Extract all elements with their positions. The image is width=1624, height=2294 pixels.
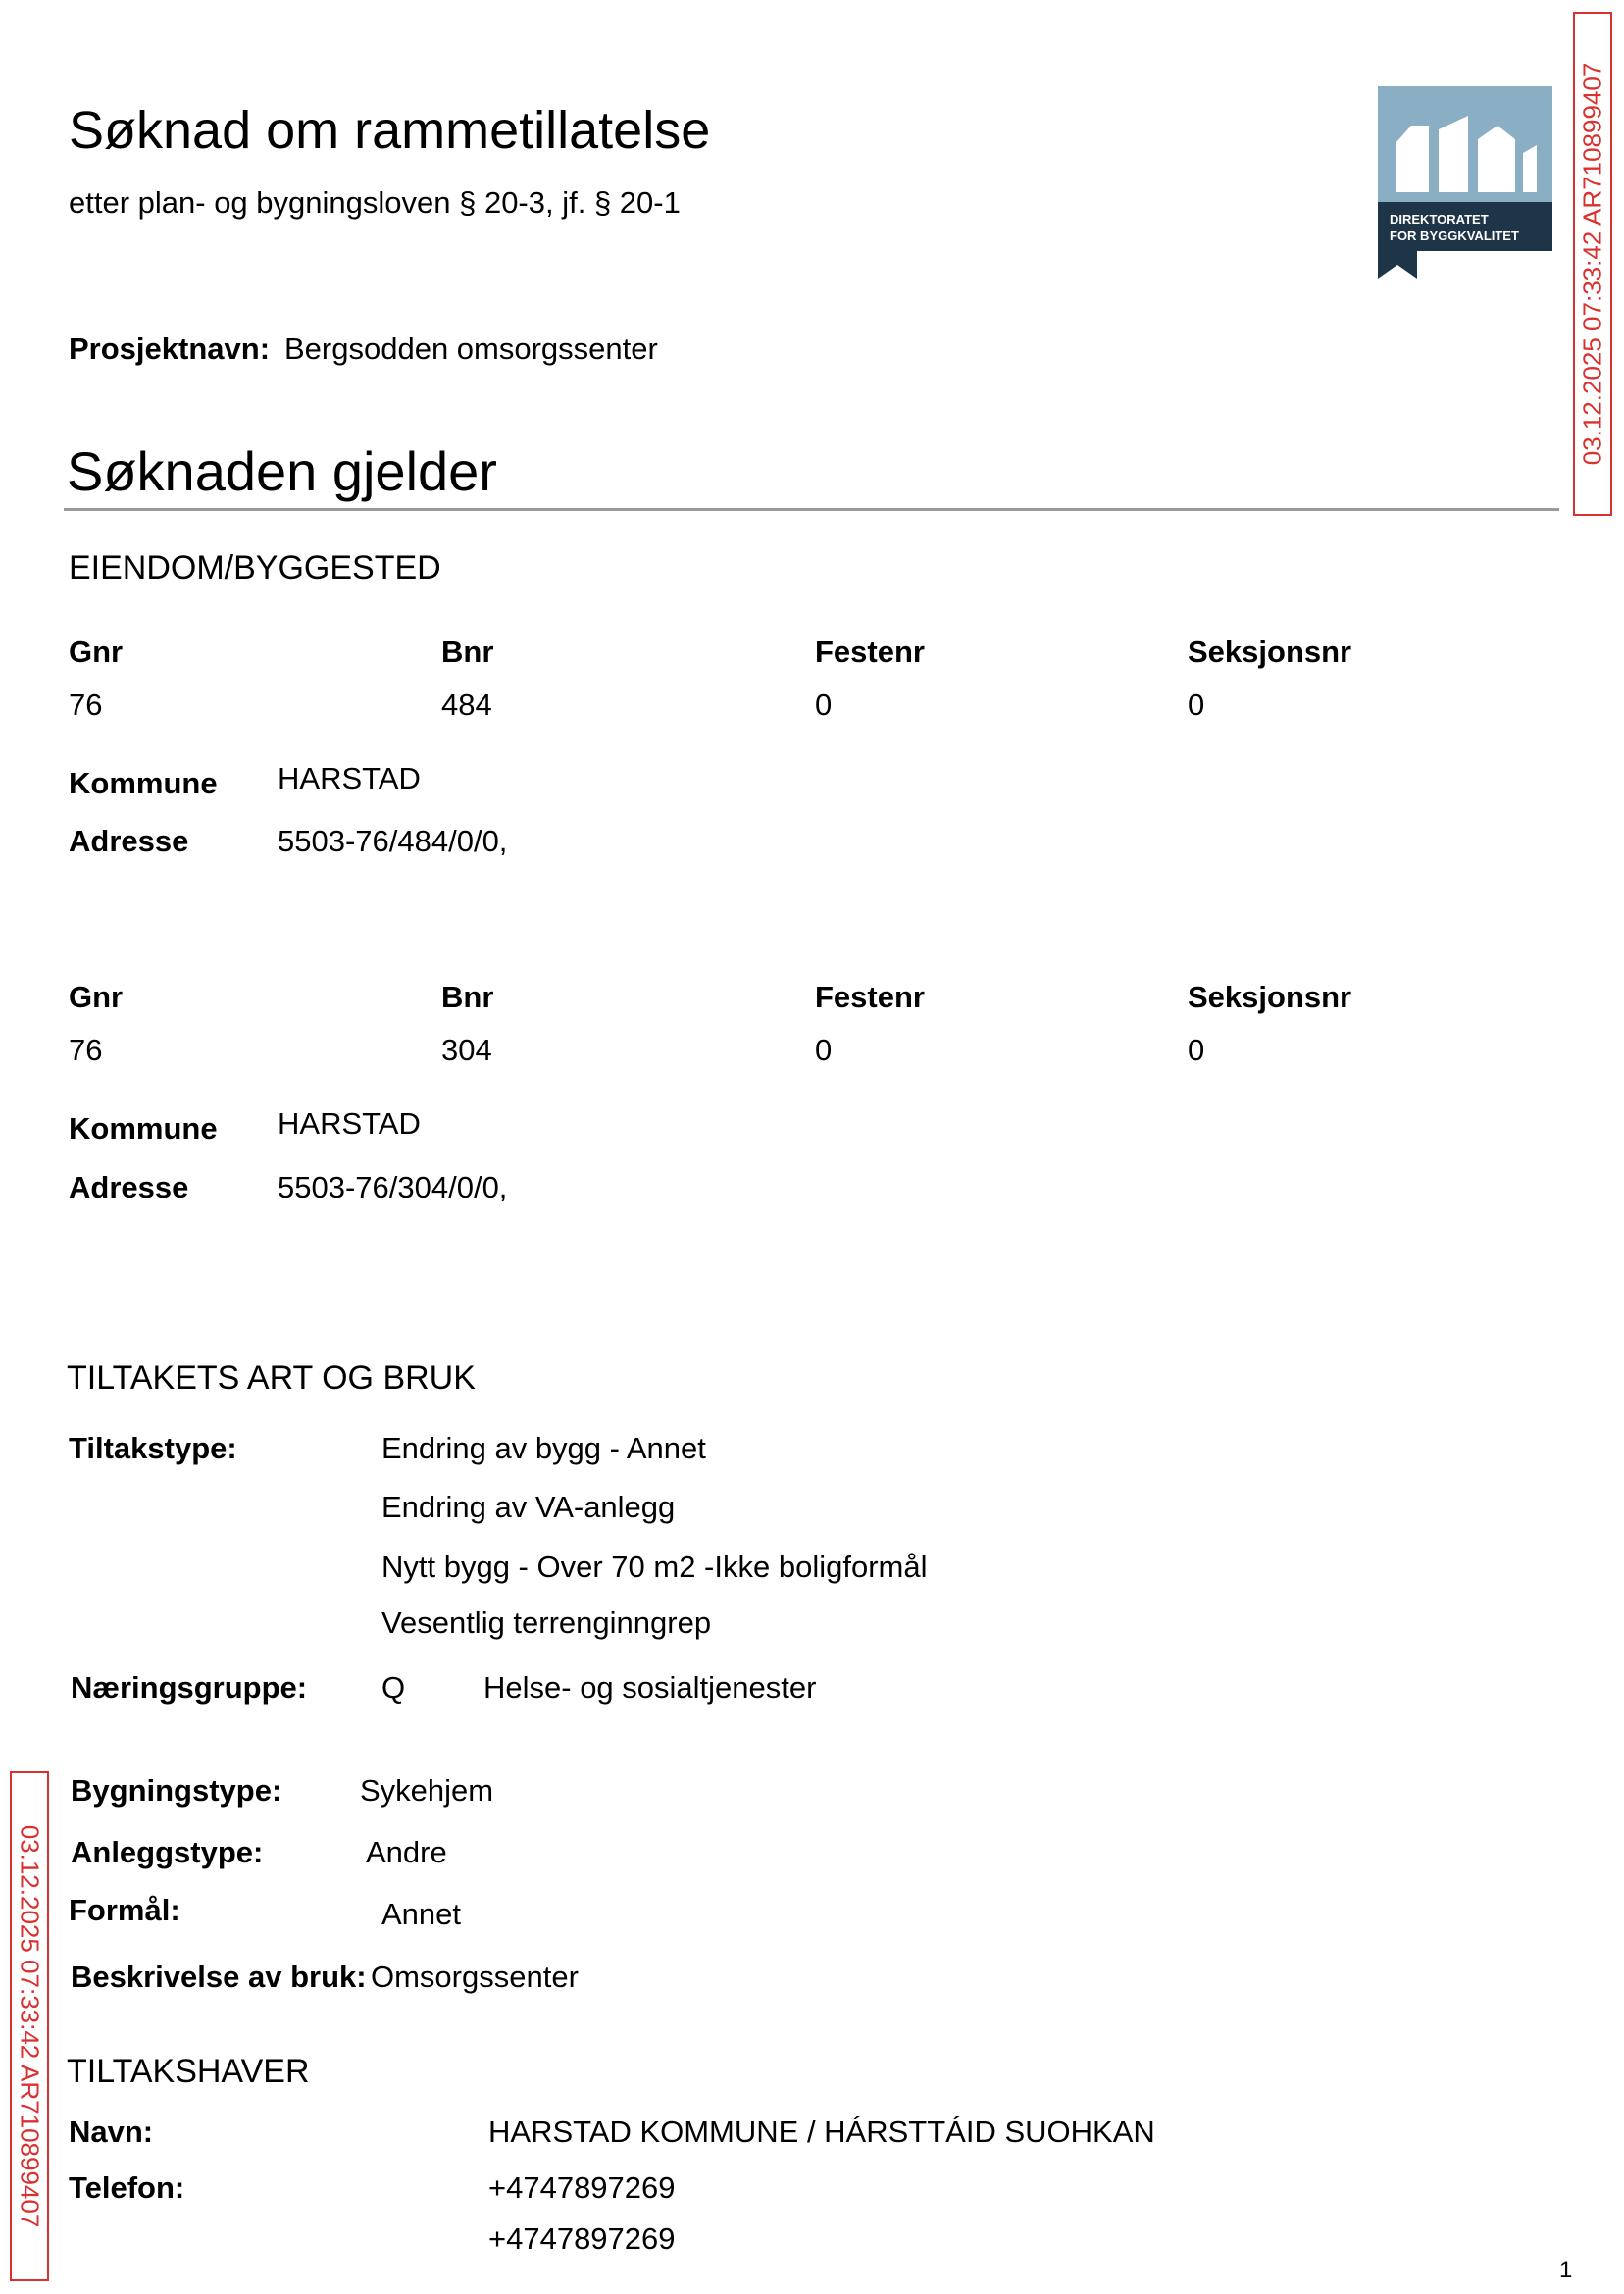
kommune-label: Kommune (69, 1111, 218, 1146)
gnr-label: Gnr (69, 635, 124, 669)
festenr-value: 0 (815, 1033, 833, 1067)
seksjonsnr-label: Seksjonsnr (1188, 980, 1352, 1014)
telefon-value: +4747897269 (488, 2221, 676, 2256)
telefon-value: +4747897269 (488, 2170, 676, 2205)
seksjonsnr-value: 0 (1188, 1033, 1205, 1067)
anleggstype-label: Anleggstype: (71, 1835, 264, 1869)
adresse-label: Adresse (69, 824, 189, 858)
kommune-value: HARSTAD (278, 761, 421, 795)
naeringsgruppe-code: Q (381, 1670, 406, 1705)
kommune-label: Kommune (69, 766, 218, 800)
archive-stamp-right (1573, 12, 1612, 516)
archive-stamp-left (10, 1771, 49, 2281)
project-value: Bergsodden omsorgssenter (284, 331, 658, 366)
beskrivelse-value: Omsorgssenter (371, 1960, 579, 1994)
dibk-logo-graphic (1378, 86, 1552, 279)
kommune-value: HARSTAD (278, 1106, 421, 1141)
bygningstype-value: Sykehjem (360, 1773, 494, 1808)
dibk-logo (1378, 86, 1552, 279)
section-heading-soknaden: Søknaden gjelder (67, 440, 497, 502)
stamp-text: 03.12.2025 07:33:42 AR710899407 (1577, 62, 1607, 466)
bnr-label: Bnr (441, 635, 494, 669)
tiltak-heading: TILTAKETS ART OG BRUK (67, 1359, 476, 1397)
bnr-value: 304 (441, 1033, 492, 1067)
seksjonsnr-label: Seksjonsnr (1188, 635, 1352, 669)
bnr-value: 484 (441, 688, 492, 722)
beskrivelse-label: Beskrivelse av bruk: (71, 1960, 367, 1994)
heading-divider (64, 508, 1559, 511)
tiltakstype-label: Tiltakstype: (69, 1431, 237, 1465)
festenr-value: 0 (815, 688, 833, 722)
logo-text-line2: FOR BYGGKVALITET (1390, 229, 1519, 243)
telefon-label: Telefon: (69, 2170, 185, 2205)
navn-label: Navn: (69, 2115, 154, 2149)
logo-text-line1: DIREKTORATET (1390, 212, 1489, 227)
document-subtitle: etter plan- og bygningsloven § 20-3, jf. § 20-1 (69, 185, 681, 220)
document-title: Søknad om rammetillatelse (69, 101, 711, 160)
page-number: 1 (1559, 2257, 1573, 2283)
tiltakstype-item: Nytt bygg - Over 70 m2 -Ikke boligformål (381, 1550, 928, 1584)
festenr-label: Festenr (815, 980, 925, 1014)
tiltakstype-item: Endring av VA-anlegg (381, 1490, 676, 1524)
gnr-value: 76 (69, 688, 103, 722)
adresse-label: Adresse (69, 1170, 189, 1204)
formal-value: Annet (381, 1897, 462, 1931)
anleggstype-value: Andre (366, 1835, 447, 1869)
stamp-text: 03.12.2025 07:33:42 AR710899407 (15, 1824, 45, 2228)
formal-label: Formål: (69, 1893, 180, 1927)
tiltakstype-item: Endring av bygg - Annet (381, 1431, 706, 1465)
gnr-label: Gnr (69, 980, 124, 1014)
project-label: Prosjektnavn: (69, 331, 271, 366)
seksjonsnr-value: 0 (1188, 688, 1205, 722)
property-heading: EIENDOM/BYGGESTED (69, 549, 441, 586)
gnr-value: 76 (69, 1033, 103, 1067)
naeringsgruppe-text: Helse- og sosialtjenester (483, 1670, 817, 1705)
tiltakstype-item: Vesentlig terrenginngrep (381, 1606, 712, 1640)
tiltakshaver-heading: TILTAKSHAVER (67, 2053, 310, 2090)
navn-value: HARSTAD KOMMUNE / HÁRSTTÁID SUOHKAN (488, 2115, 1155, 2149)
adresse-value: 5503-76/304/0/0, (278, 1170, 508, 1204)
bygningstype-label: Bygningstype: (71, 1773, 282, 1808)
naeringsgruppe-label: Næringsgruppe: (71, 1670, 308, 1705)
festenr-label: Festenr (815, 635, 925, 669)
adresse-value: 5503-76/484/0/0, (278, 824, 508, 858)
bnr-label: Bnr (441, 980, 494, 1014)
